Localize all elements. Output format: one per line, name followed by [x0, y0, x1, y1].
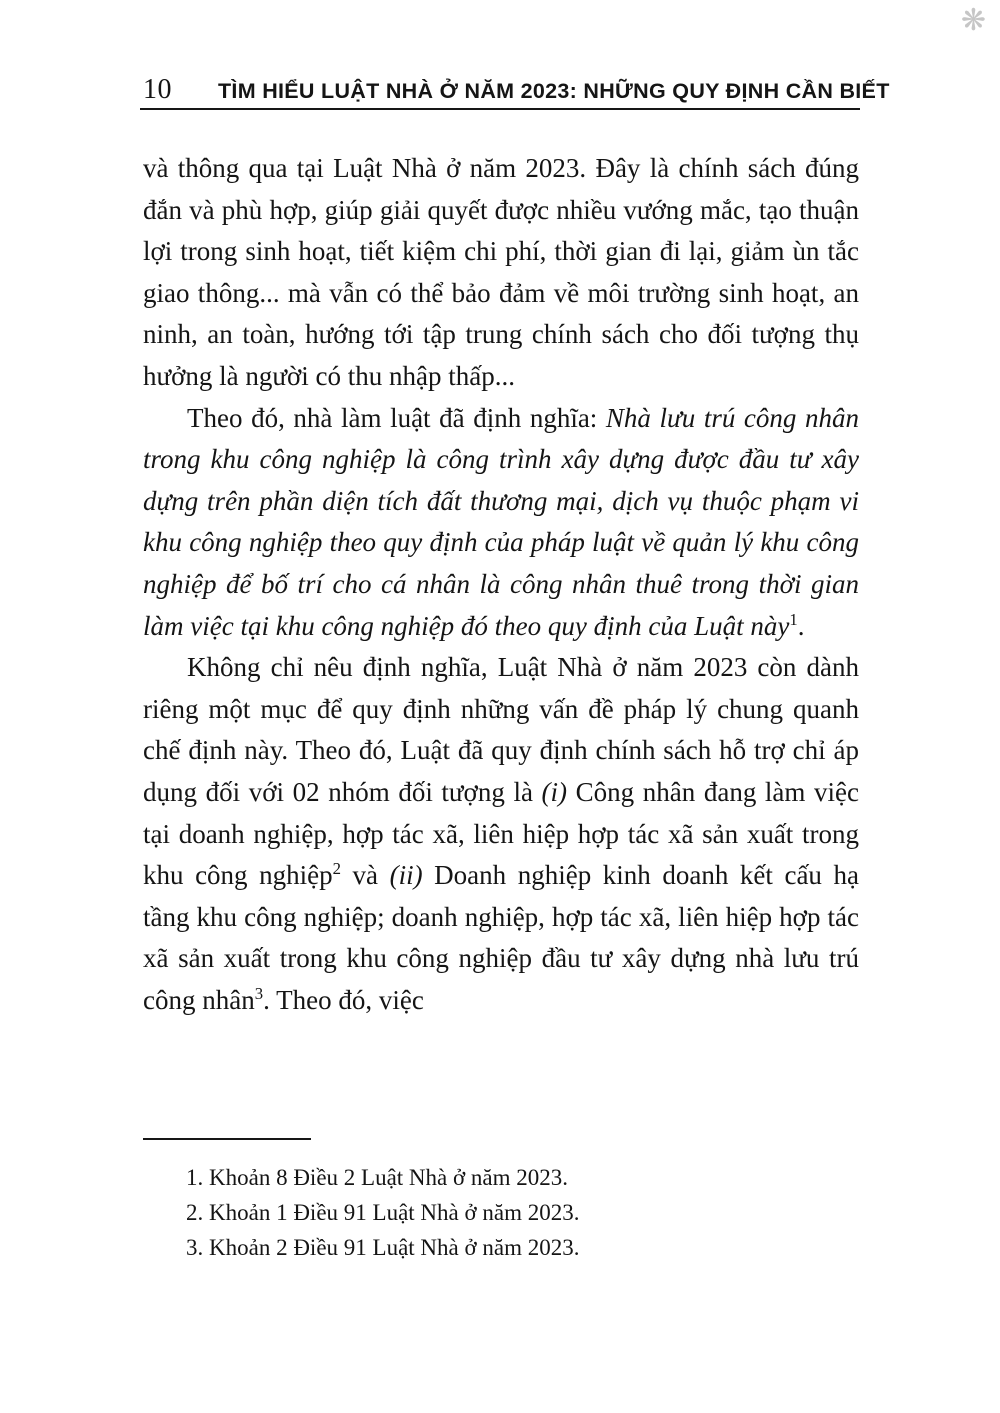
running-header-title: TÌM HIỂU LUẬT NHÀ Ở NĂM 2023: NHỮNG QUY ĐỊNH CẦN BIẾT: [218, 79, 890, 103]
flower-asterisk-icon: ❋: [960, 4, 986, 37]
paragraph-2: [143, 398, 859, 648]
page-header: [143, 74, 890, 106]
paragraph-3-roman-i: (i): [541, 776, 568, 807]
paragraph-1: [143, 148, 859, 398]
footnote-ref-2: 2: [332, 859, 341, 879]
paragraph-2-intro: Theo đó, nhà làm luật đã định nghĩa:: [187, 402, 606, 433]
footnote-ref-3: 3: [254, 983, 264, 1003]
paragraph-3-part5: . Theo đó, việc: [263, 984, 424, 1015]
paragraph-3-part3: và: [340, 860, 390, 891]
paragraph-3-part2: Công nhân đang làm việc tại doanh nghiệp, hợp tác xã, liên hiệp hợp tác xã sản xuất trong khu công nghiệp: [143, 776, 859, 891]
footnote-ref-1: 1: [789, 609, 798, 629]
page-number: 10: [143, 74, 172, 105]
footnote-3: 3. Khoản 2 Điều 91 Luật Nhà ở năm 2023.: [186, 1235, 580, 1260]
header-rule: [140, 108, 860, 110]
footnote-1: 1. Khoản 8 Điều 2 Luật Nhà ở năm 2023.: [186, 1165, 569, 1190]
paragraph-3: [143, 647, 859, 1021]
paragraph-3-part1: Không chỉ nêu định nghĩa, Luật Nhà ở năm 2023 còn dành riêng một mục để quy định những vấn đề pháp lý chung quanh chế định này. Theo đó, Luật đã quy định chính sách hỗ trợ chỉ áp dụng đối với 02 nhóm đối tượng là: [143, 652, 859, 807]
footnote-separator-rule: [143, 1138, 311, 1140]
body-text: [143, 148, 859, 1021]
paragraph-1-text: và thông qua tại Luật Nhà ở năm 2023. Đây là chính sách đúng đắn và phù hợp, giúp giải quyết được nhiều vướng mắc, tạo thuận lợi trong sinh hoạt, tiết kiệm chi phí, thời gian đi lại, giảm ùn tắc giao thông... mà vẫn có thể bảo đảm về môi trường sinh hoạt, an ninh, an toàn, hướng tới tập trung chính sách cho đối tượng thụ hưởng là người có thu nhập thấp...: [143, 153, 859, 391]
footnotes: [186, 1160, 860, 1265]
paragraph-2-definition-italic: Nhà lưu trú công nhân trong khu công nghiệp là công trình xây dựng được đầu tư xây dựng trên phần diện tích đất thương mại, dịch vụ thuộc phạm vi khu công nghiệp theo quy định của pháp luật về quản lý khu công nghiệp để bố trí cho cá nhân là công nhân thuê trong thời gian làm việc tại khu công nghiệp đó theo quy định của Luật này: [143, 402, 860, 641]
paragraph-3-part4: Doanh nghiệp kinh doanh kết cấu hạ tầng khu công nghiệp; doanh nghiệp, hợp tác xã, liên hiệp hợp tác xã sản xuất trong khu công nghiệp đầu tư xây dựng nhà lưu trú công nhân: [143, 860, 859, 1015]
footnote-2: 2. Khoản 1 Điều 91 Luật Nhà ở năm 2023.: [186, 1200, 580, 1225]
paragraph-2-end: .: [797, 610, 805, 641]
paragraph-3-roman-ii: (ii): [389, 860, 423, 891]
